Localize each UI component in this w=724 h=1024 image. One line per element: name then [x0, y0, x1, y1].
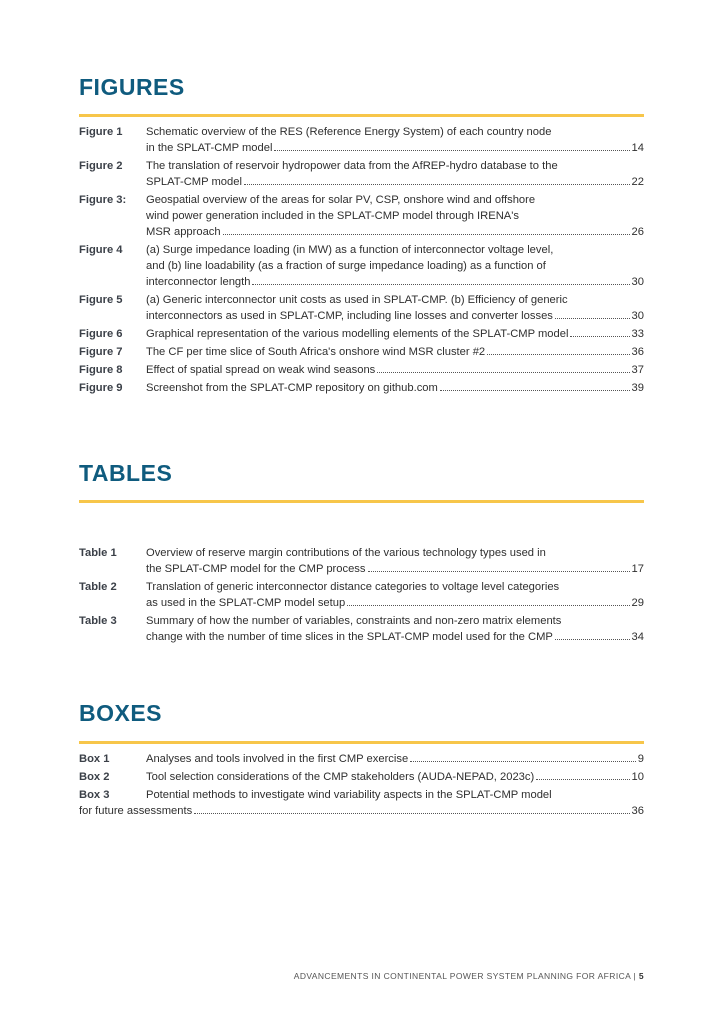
toc-entry-page: 36 — [631, 805, 644, 817]
toc-entry-text — [79, 344, 644, 360]
tables-heading: TABLES — [79, 460, 173, 486]
toc-entry-line: MSR approach — [146, 226, 221, 238]
tables-list — [79, 545, 644, 647]
toc-entry-label: Box 1 — [79, 753, 110, 765]
toc-entry[interactable] — [79, 192, 644, 240]
toc-entry-page: 30 — [631, 276, 644, 288]
toc-entry-line: in the SPLAT-CMP model — [146, 142, 273, 154]
toc-entry-line: the SPLAT-CMP model for the CMP process — [146, 563, 366, 575]
toc-entry[interactable] — [79, 362, 644, 378]
dot-leader — [347, 595, 629, 606]
footer-title: ADVANCEMENTS IN CONTINENTAL POWER SYSTEM PLANNING FOR AFRICA — [293, 971, 631, 981]
toc-entry-line: interconnector length — [146, 276, 251, 288]
toc-entry-label: Box 2 — [79, 771, 110, 783]
toc-entry-page: 26 — [631, 226, 644, 238]
toc-entry[interactable] — [79, 292, 644, 324]
toc-entry-text — [79, 192, 644, 240]
toc-entry-label: Figure 8 — [79, 364, 123, 376]
toc-entry-text — [79, 751, 644, 767]
toc-entry-line: for future assessments — [79, 805, 193, 817]
toc-entry-label: Figure 6 — [79, 328, 123, 340]
toc-entry-line: The CF per time slice of South Africa's onshore wind MSR cluster #2 — [146, 346, 486, 358]
toc-entry-label: Figure 4 — [79, 244, 123, 256]
toc-entry-page: 14 — [631, 142, 644, 154]
toc-entry-label: Table 1 — [79, 547, 117, 559]
toc-entry-label: Figure 7 — [79, 346, 123, 358]
toc-entry-label: Figure 1 — [79, 126, 123, 138]
toc-entry-page: 39 — [631, 382, 644, 394]
toc-entry-label: Box 3 — [79, 789, 110, 801]
dot-leader — [570, 326, 629, 337]
toc-entry[interactable] — [79, 344, 644, 360]
footer-separator: | — [633, 971, 637, 981]
toc-entry-label: Figure 5 — [79, 294, 123, 306]
toc-entry-line: (a) Generic interconnector unit costs as used in SPLAT-CMP. (b) Efficiency of generic — [146, 294, 568, 306]
dot-leader — [536, 769, 629, 780]
toc-entry[interactable] — [79, 242, 644, 290]
toc-entry[interactable] — [79, 545, 644, 577]
dot-leader — [440, 380, 630, 391]
boxes-heading: BOXES — [79, 700, 163, 726]
toc-entry-line: Graphical representation of the various modelling elements of the SPLAT-CMP model — [146, 328, 569, 340]
toc-entry-line: Potential methods to investigate wind variability aspects in the SPLAT-CMP model — [146, 789, 552, 801]
dot-leader — [194, 803, 629, 814]
toc-entry-line: (a) Surge impedance loading (in MW) as a function of interconnector voltage level, — [146, 244, 554, 256]
boxes-list — [79, 751, 644, 821]
toc-entry-page: 29 — [631, 597, 644, 609]
dot-leader — [555, 308, 630, 319]
figures-list — [79, 124, 644, 398]
toc-entry-text — [79, 579, 644, 611]
dot-leader — [555, 629, 630, 640]
toc-entry-line: Overview of reserve margin contributions of the various technology types used in — [146, 547, 546, 559]
toc-entry-text — [79, 326, 644, 342]
toc-entry-line: Summary of how the number of variables, constraints and non-zero matrix elements — [146, 615, 562, 627]
dot-leader — [223, 224, 630, 235]
toc-entry-text — [79, 769, 644, 785]
toc-entry-label: Figure 2 — [79, 160, 123, 172]
toc-entry-text — [79, 158, 644, 190]
toc-entry-line: Effect of spatial spread on weak wind seasons — [146, 364, 376, 376]
toc-entry-text — [79, 787, 644, 819]
toc-entry-line: Geospatial overview of the areas for solar PV, CSP, onshore wind and offshore — [146, 194, 536, 206]
dot-leader — [244, 174, 630, 185]
toc-entry-text — [79, 362, 644, 378]
toc-entry-page: 34 — [631, 631, 644, 643]
toc-entry-label: Figure 3: — [79, 194, 127, 206]
toc-entry-line: Analyses and tools involved in the first CMP exercise — [146, 753, 409, 765]
dot-leader — [410, 751, 636, 762]
dot-leader — [368, 561, 630, 572]
toc-entry-line: Tool selection considerations of the CMP stakeholders (AUDA-NEPAD, 2023c) — [146, 771, 535, 783]
toc-entry-line: The translation of reservoir hydropower data from the AfREP-hydro database to the — [146, 160, 558, 172]
toc-entry-line: Schematic overview of the RES (Reference Energy System) of each country node — [146, 126, 552, 138]
footer-page-number: 5 — [638, 971, 644, 981]
figures-rule — [79, 114, 644, 117]
toc-entry-label: Table 2 — [79, 581, 117, 593]
toc-entry-text — [79, 124, 644, 156]
toc-entry[interactable] — [79, 613, 644, 645]
toc-entry-text — [79, 242, 644, 290]
toc-entry[interactable] — [79, 579, 644, 611]
toc-entry-line: Translation of generic interconnector distance categories to voltage level categories — [146, 581, 560, 593]
toc-entry-text — [79, 545, 644, 577]
dot-leader — [487, 344, 629, 355]
toc-entry[interactable] — [79, 124, 644, 156]
toc-entry-page: 17 — [631, 563, 644, 575]
toc-entry[interactable] — [79, 769, 644, 785]
figures-heading: FIGURES — [79, 74, 185, 100]
toc-entry-label: Table 3 — [79, 615, 117, 627]
page-footer — [294, 971, 644, 981]
toc-entry[interactable] — [79, 751, 644, 767]
toc-entry-page: 9 — [637, 753, 644, 765]
toc-entry[interactable] — [79, 787, 644, 819]
toc-entry[interactable] — [79, 326, 644, 342]
boxes-rule — [79, 741, 644, 744]
toc-entry-label: Figure 9 — [79, 382, 123, 394]
toc-entry-line: SPLAT-CMP model — [146, 176, 242, 188]
toc-entry-line: Screenshot from the SPLAT-CMP repository on github.com — [146, 382, 438, 394]
toc-entry-text — [79, 380, 644, 396]
toc-entry-page: 37 — [631, 364, 644, 376]
toc-entry-line: interconnectors as used in SPLAT-CMP, including line losses and converter losses — [146, 310, 553, 322]
toc-entry-line: change with the number of time slices in the SPLAT-CMP model used for the CMP — [146, 631, 553, 643]
toc-entry[interactable] — [79, 380, 644, 396]
toc-entry-text — [79, 292, 644, 324]
dot-leader — [252, 274, 629, 285]
tables-rule — [79, 500, 644, 503]
toc-entry-text — [79, 613, 644, 645]
toc-entry-page: 33 — [631, 328, 644, 340]
toc-entry-page: 22 — [631, 176, 644, 188]
dot-leader — [274, 140, 629, 151]
toc-entry-page: 10 — [631, 771, 644, 783]
toc-entry-page: 36 — [631, 346, 644, 358]
toc-entry-page: 30 — [631, 310, 644, 322]
toc-entry-line: wind power generation included in the SPLAT-CMP model through IRENA's — [146, 210, 519, 222]
toc-entry-line: as used in the SPLAT-CMP model setup — [146, 597, 346, 609]
toc-entry[interactable] — [79, 158, 644, 190]
toc-entry-line: and (b) line loadability (as a fraction of surge impedance loading) as a function of — [146, 260, 546, 272]
dot-leader — [377, 362, 629, 373]
